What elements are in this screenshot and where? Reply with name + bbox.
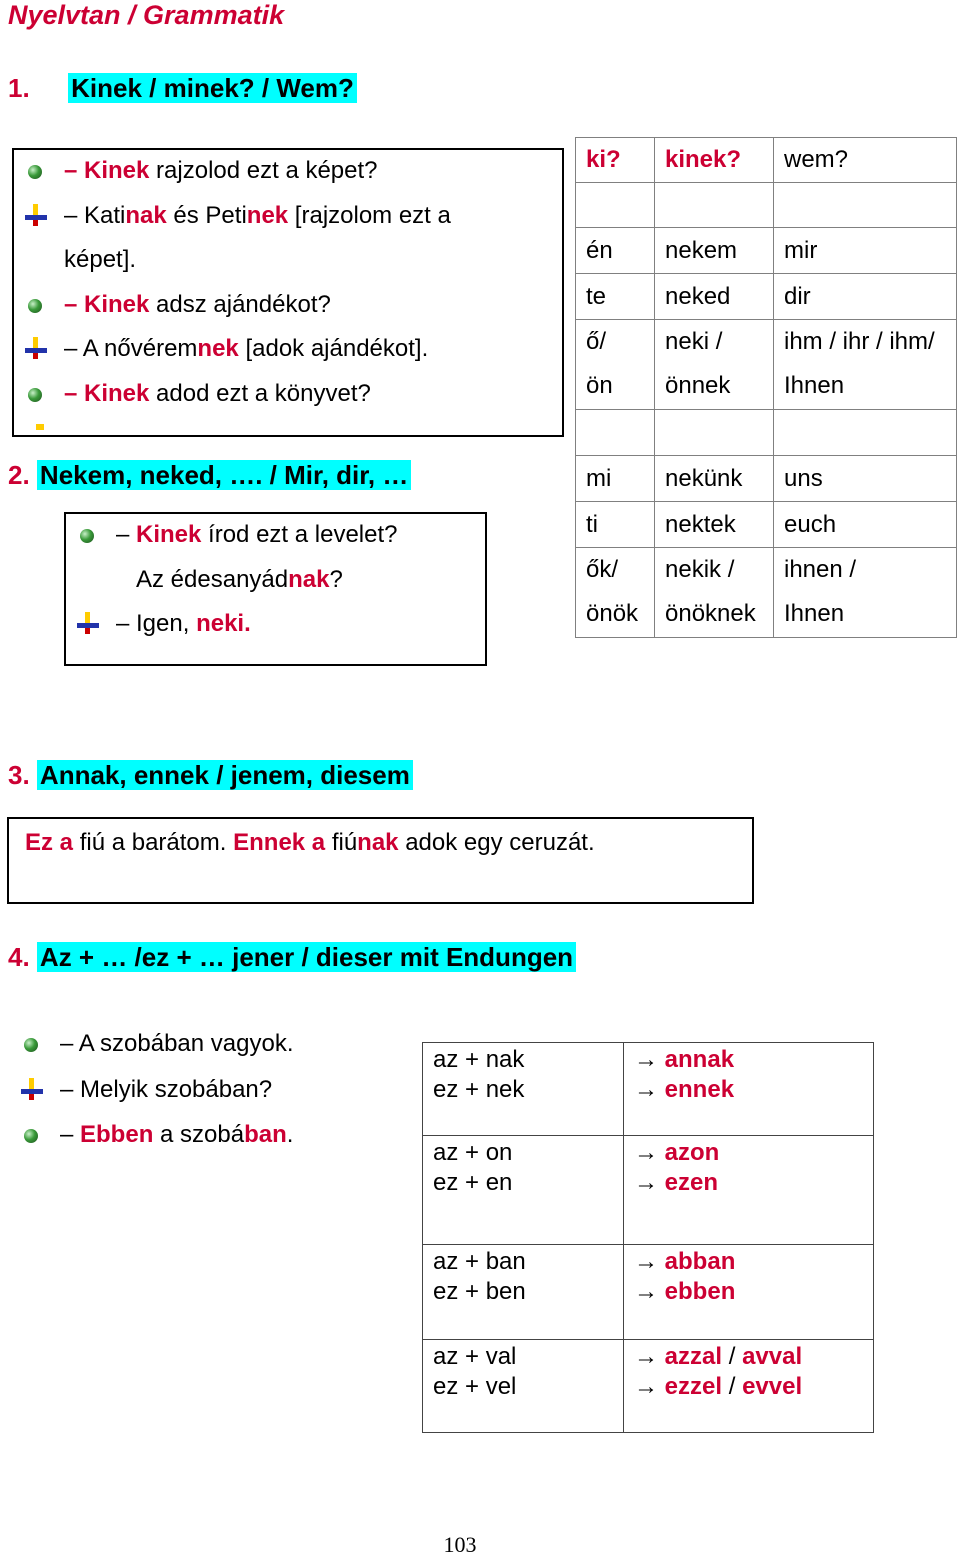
highlighted-text: Ennek a <box>233 829 326 856</box>
highlighted-text: – <box>64 290 85 318</box>
highlighted-text: annak <box>664 1046 735 1073</box>
table-cell: nekem <box>655 228 774 274</box>
highlighted-text: nek <box>246 201 289 229</box>
table-row <box>423 1136 874 1245</box>
header-cell: ki? <box>576 138 655 183</box>
header-cell: kinek? <box>655 138 774 183</box>
section-2-heading <box>8 460 411 491</box>
ending-formula: ez + ben <box>433 1278 526 1305</box>
table-cell: mi <box>576 456 655 502</box>
plus-icon <box>25 204 47 226</box>
text-segment: → <box>634 1076 665 1103</box>
text-segment: → <box>634 1248 665 1275</box>
ball-icon <box>80 529 94 543</box>
text-segment: képet]. <box>64 246 137 273</box>
ending-result <box>634 1372 863 1402</box>
table-cell: dir <box>774 274 957 320</box>
text-segment: – A szobában vagyok. <box>60 1030 294 1057</box>
highlighted-text: ebben <box>664 1278 736 1305</box>
dialog-line <box>136 566 343 594</box>
section-title: Nekem, neked, …. / Mir, dir, … <box>37 460 411 490</box>
highlighted-text: – <box>64 379 85 407</box>
dialog-line <box>60 1076 272 1104</box>
text-segment: → <box>634 1046 665 1073</box>
table-cell: te <box>576 274 655 320</box>
section-3-heading <box>8 760 413 791</box>
table-row <box>576 548 957 638</box>
table-row <box>576 456 957 502</box>
table-row <box>423 1340 874 1433</box>
highlighted-text: nak <box>357 829 399 856</box>
ending-formula: az + on <box>433 1139 513 1166</box>
text-segment: . <box>286 1121 294 1148</box>
highlighted-text: ennek <box>664 1076 735 1103</box>
ending-left-cell <box>423 1340 624 1433</box>
section-number: 1. <box>8 73 30 103</box>
dialog-line <box>116 610 251 638</box>
text-segment: → <box>634 1373 665 1400</box>
ending-formula: az + ban <box>433 1248 526 1275</box>
text-segment: fiú a barátom. <box>73 829 234 856</box>
table-cell: nekik / önöknek <box>655 548 774 638</box>
table-row <box>576 274 957 320</box>
highlighted-text: Kinek <box>84 379 150 407</box>
text-segment: rajzolod ezt a képet? <box>149 157 378 184</box>
section-title: Annak, ennek / jenem, diesem <box>37 760 413 790</box>
dialog-line <box>64 157 378 185</box>
text-segment: [rajzolom ezt a <box>288 201 451 229</box>
text-segment: – A nővérem <box>64 335 198 362</box>
text-segment: [adok ajándékot]. <box>238 335 429 362</box>
table-cell: nekünk <box>655 456 774 502</box>
table-row <box>423 1043 874 1136</box>
highlighted-text: nak <box>288 565 330 593</box>
page-title: Nyelvtan / Grammatik <box>8 0 285 30</box>
table-row <box>576 183 957 228</box>
section-1-heading <box>8 73 357 104</box>
ending-right-cell <box>624 1245 874 1340</box>
table-cell <box>576 410 655 456</box>
ending-result <box>634 1277 863 1307</box>
ball-icon <box>28 165 42 179</box>
text-segment: / <box>722 1373 743 1400</box>
table-cell: nektek <box>655 502 774 548</box>
plus-icon <box>77 612 99 634</box>
highlighted-text: avval <box>742 1343 803 1370</box>
table-cell <box>774 410 957 456</box>
dialog-line <box>64 380 371 408</box>
dialog-line <box>116 521 398 549</box>
endings-table <box>422 1042 874 1433</box>
text-segment: fiú <box>325 829 358 856</box>
plus-icon <box>25 337 47 359</box>
table-cell: ti <box>576 502 655 548</box>
ending-formula: ez + en <box>433 1169 513 1196</box>
table-row <box>423 1245 874 1340</box>
ball-icon <box>24 1129 38 1143</box>
ending-left-cell <box>423 1136 624 1245</box>
highlighted-text: Kinek <box>84 157 150 184</box>
table-cell: ihnen / Ihnen <box>774 548 957 638</box>
text-segment: – <box>60 1121 81 1148</box>
text-segment: Az édesanyád <box>136 565 289 593</box>
highlighted-text: neki. <box>196 610 251 637</box>
ending-formula: ez + nek <box>433 1076 525 1103</box>
ending-left-cell <box>423 1245 624 1340</box>
ending-right-cell <box>624 1043 874 1136</box>
text-segment: – Igen, <box>116 610 197 637</box>
dialog-line <box>64 335 428 363</box>
text-segment: adsz ajándékot? <box>149 290 331 318</box>
page-number: 103 <box>443 1532 477 1557</box>
highlighted-text: nek <box>197 335 239 362</box>
highlighted-text: ezzel <box>664 1373 723 1400</box>
table-cell: ő/ ön <box>576 320 655 410</box>
table-cell: ők/ önök <box>576 548 655 638</box>
table-header-row <box>576 138 957 183</box>
text-segment: adok egy ceruzát. <box>398 829 595 856</box>
highlighted-text: azon <box>664 1139 720 1166</box>
table-cell: euch <box>774 502 957 548</box>
text-segment: – Kati <box>64 201 126 229</box>
text-segment: ? <box>329 565 343 593</box>
table-cell: mir <box>774 228 957 274</box>
text-segment: adod ezt a könyvet? <box>149 379 371 407</box>
section-title: Kinek / minek? / Wem? <box>68 73 357 103</box>
table-cell: ihm / ihr / ihm/ Ihnen <box>774 320 957 410</box>
table-cell <box>655 410 774 456</box>
text-segment: / <box>722 1343 743 1370</box>
table-cell <box>774 183 957 228</box>
section-number: 4. <box>8 942 30 972</box>
section-number: 2. <box>8 460 30 490</box>
highlighted-text: abban <box>664 1248 736 1275</box>
table-cell: uns <box>774 456 957 502</box>
highlighted-text: nak <box>125 201 167 229</box>
highlighted-text: evvel <box>742 1373 803 1400</box>
example-box-3 <box>7 817 754 904</box>
dialog-line <box>60 1121 293 1149</box>
ending-formula: az + val <box>433 1343 517 1370</box>
ball-icon <box>24 1038 38 1052</box>
text-segment: → <box>634 1278 665 1305</box>
table-row <box>576 320 957 410</box>
section-number: 3. <box>8 760 30 790</box>
text-segment: – <box>116 521 137 548</box>
ending-result <box>634 1075 863 1105</box>
ending-right-cell <box>624 1340 874 1433</box>
highlighted-text: azzal <box>664 1343 723 1370</box>
example-sentence <box>25 829 595 857</box>
text-segment: → <box>634 1343 665 1370</box>
table-row <box>576 502 957 548</box>
ending-result <box>634 1247 863 1277</box>
text-segment: → <box>634 1139 665 1166</box>
highlighted-text: ban <box>244 1121 287 1148</box>
highlighted-text: Ez a <box>25 829 74 856</box>
table-cell: neked <box>655 274 774 320</box>
text-segment: – Melyik szobában? <box>60 1075 273 1103</box>
table-row <box>576 410 957 456</box>
dialog-line <box>64 202 451 230</box>
text-segment: és Peti <box>166 201 247 229</box>
ball-icon <box>28 388 42 402</box>
ending-result <box>634 1342 863 1372</box>
section-4-heading <box>8 942 576 973</box>
highlighted-text: Ebben <box>80 1121 154 1148</box>
text-segment: írod ezt a levelet? <box>201 521 398 548</box>
ending-result <box>634 1168 863 1198</box>
dialog-line <box>64 291 331 319</box>
ball-icon <box>28 299 42 313</box>
pronoun-table <box>575 137 957 638</box>
plus-icon <box>36 424 44 430</box>
dialog-line <box>64 246 136 274</box>
highlighted-text: – <box>64 157 85 184</box>
table-cell <box>576 183 655 228</box>
highlighted-text: Kinek <box>84 290 150 318</box>
ending-formula: az + nak <box>433 1046 525 1073</box>
ending-left-cell <box>423 1043 624 1136</box>
text-segment: → <box>634 1169 665 1196</box>
text-segment: a szobá <box>153 1121 245 1148</box>
header-cell: wem? <box>774 138 957 183</box>
ending-right-cell <box>624 1136 874 1245</box>
highlighted-text: Kinek <box>136 521 202 548</box>
highlighted-text: ezen <box>664 1169 719 1196</box>
section-title: Az + … /ez + … jener / dieser mit Endungen <box>37 942 576 972</box>
table-cell: én <box>576 228 655 274</box>
ending-formula: ez + vel <box>433 1373 517 1400</box>
table-row <box>576 228 957 274</box>
plus-icon <box>21 1078 43 1100</box>
dialog-line <box>60 1030 294 1058</box>
ending-result <box>634 1045 863 1075</box>
table-cell: neki / önnek <box>655 320 774 410</box>
table-cell <box>655 183 774 228</box>
ending-result <box>634 1138 863 1168</box>
